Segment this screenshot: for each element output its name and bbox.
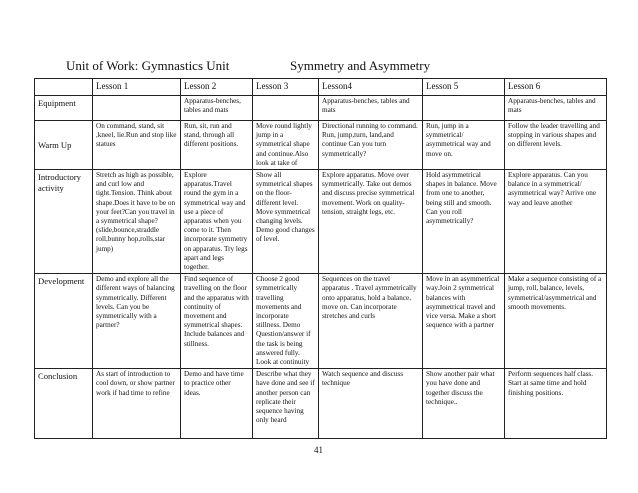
page-number: 41 <box>314 445 323 455</box>
table-cell: Perform sequences half class. Start at same time and hold finishing positions. <box>505 369 607 439</box>
table-cell: Apparatus-benches, tables and mats <box>181 96 253 121</box>
column-header-lesson-2: Lesson 2 <box>181 79 253 96</box>
table-cell: Explore apparatus. Move over symmetrically. Take out demos and discuss precise symmetrical movement. Work on quality-tension, straight legs, etc. <box>319 170 423 274</box>
document-header <box>66 58 431 74</box>
table-cell <box>423 96 505 121</box>
table-cell: Demo and explore all the different ways of balancing symmetrically. Different levels. Can you be symmetrically with a partner? <box>93 274 181 369</box>
table-row <box>35 170 607 274</box>
table-cell: Move round lightly jump in a symmetrical shape and continue.Also look at take of <box>253 121 319 170</box>
table-cell: Demo and have time to practice other ideas. <box>181 369 253 439</box>
table-cell: Show another pair what you have done and together discuss the technique.. <box>423 369 505 439</box>
table-cell: Find sequence of travelling on the floor and the apparatus with continuity of movement and symmetrical shapes. Include balances and stillness. <box>181 274 253 369</box>
table-cell: As start of introduction to cool down, or show partner work if had time to refine <box>93 369 181 439</box>
column-header-blank <box>35 79 93 96</box>
table-cell: Explore apparatus.Travel round the gym in a symmetrical way and use a piece of apparatus when you come to it. Then incorporate symmetry on apparatus. Try legs apart and legs together. <box>181 170 253 274</box>
table-cell <box>253 96 319 121</box>
table-cell: Explore apparatus. Can you balance in a symmetrical/ asymmetrical way? Arrive one way and leave another <box>505 170 607 274</box>
table-cell: Apparatus-benches, tables and mats <box>319 96 423 121</box>
table-cell: Move in an asymmetrical way.Join 2 symmetrical balances with asymmetrical travel and vice versa. Make a short sequence with a partner <box>423 274 505 369</box>
header-row <box>35 79 607 96</box>
table-cell: Directional running to command. Run, jump,turn, land,and continue Can you turn symmetrically? <box>319 121 423 170</box>
lesson-plan-table <box>34 78 607 439</box>
table-cell: On command, stand, sit ,kneel, lie.Run and stop like statues <box>93 121 181 170</box>
row-label-equipment: Equipment <box>35 96 93 121</box>
row-label-warm-up: Warm Up <box>35 121 93 170</box>
column-header-lesson-4: Lesson4 <box>319 79 423 96</box>
table-row <box>35 274 607 369</box>
table-cell: Describe what they have done and see if another person can replicate their sequence having only heard <box>253 369 319 439</box>
row-label-introductory-activity: Introductory activity <box>35 170 93 274</box>
column-header-lesson-6: Lesson 6 <box>505 79 607 96</box>
column-header-lesson-3: Lesson 3 <box>253 79 319 96</box>
table-cell: Apparatus-benches, tables and mats <box>505 96 607 121</box>
table-cell: Sequences on the travel apparatus . Travel aymmetrically onto apparatus, hold a balance, move on. Can incorporate stretches and curls <box>319 274 423 369</box>
table-cell: Hold asymmetrical shapes in balance. Move from one to another, being still and smooth. Can you roll asymmetrically? <box>423 170 505 274</box>
table-cell: Choose 2 good symmetrically travelling movements and incorporate stillness. Demo Question/answer if the task is being answered fully. Look at continuity <box>253 274 319 369</box>
table-cell <box>93 96 181 121</box>
table-cell: Run, jump in a symmetrical/ asymmetrical way and move on. <box>423 121 505 170</box>
table-cell: Stretch as high as possible, and curl low and tight.Tension. Think about shape.Does it have to be on your feet?Can you travel in a symmetrical shape?(slide,bounce,straddle roll,bunny hop,rolls,star jump) <box>93 170 181 274</box>
topic-title: Symmetry and Asymmetry <box>290 58 431 73</box>
table-cell: Follow the leader travelling and stopping in various shapes and on different levels. <box>505 121 607 170</box>
table-row <box>35 121 607 170</box>
table-cell: Show all symmetrical shapes on the floor-different level. Move symmetrical changing levels. Demo good changes of level. <box>253 170 319 274</box>
unit-title: Unit of Work: Gymnastics Unit <box>66 58 230 73</box>
table-cell: Run, sit, run and stand, through all different positions. <box>181 121 253 170</box>
table-row <box>35 369 607 439</box>
column-header-lesson-1: Lesson 1 <box>93 79 181 96</box>
table-cell: Make a sequence consisting of a jump, roll, balance, levels, symmetrical/asymmetrical and smooth movements. <box>505 274 607 369</box>
table-cell: Watch sequence and discuss technique <box>319 369 423 439</box>
row-label-development: Development <box>35 274 93 369</box>
column-header-lesson-5: Lesson 5 <box>423 79 505 96</box>
row-label-conclusion: Conclusion <box>35 369 93 439</box>
table-row <box>35 96 607 121</box>
